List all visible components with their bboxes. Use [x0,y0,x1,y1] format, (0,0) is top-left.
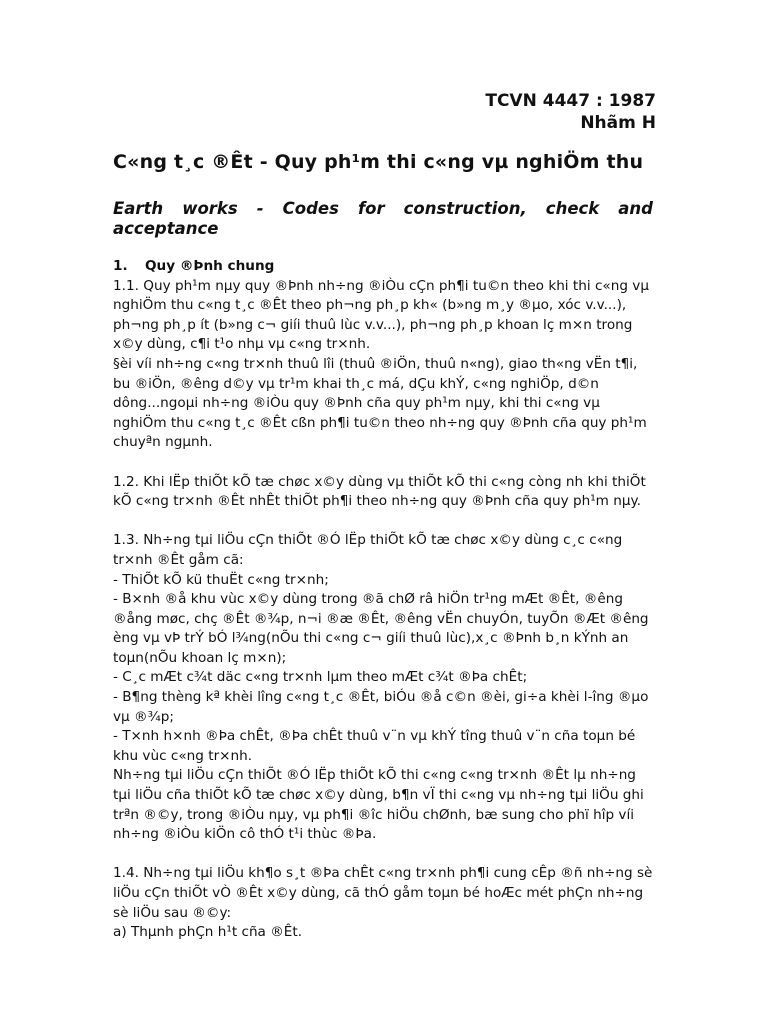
list-item: - ThiÕt kÕ kü thuËt c«ng tr×nh; [113,571,329,588]
paragraph-1-2: 1.2. Khi lËp thiÕt kÕ tæ chøc x©y dùng vµ thiÕt kÕ thi c«ng còng nh khi thiÕt kÕ c«ng tr×nh ®Êt nhÊt thiÕt ph¶i theo nh÷ng quy ®Þnh cña quy ph¹m nµy. [113,473,646,510]
paragraph-spacer [113,512,655,532]
paragraph-spacer [113,453,655,473]
paragraph-1-4-intro: 1.4. Nh÷ng tµi liÖu kh¶o s¸t ®Þa chÊt c«ng tr×nh ph¶i cung cÊp ®ñ nh÷ng sè liÖu cÇn thiÕt vÒ ®Êt x©y dùng, cã thÓ gåm toµn bé hoÆc mét phÇn nh÷ng sè liÖu sau ®©y: [113,865,653,921]
standard-group: Nhãm H [580,113,656,133]
document-body [113,257,655,943]
document-title-vietnamese: C«ng t¸c ®Êt - Quy ph¹m thi c«ng vµ nghiÖm thu [113,151,644,173]
standard-header [485,90,656,134]
section-heading [113,257,655,277]
paragraph-1-3-outro: Nh÷ng tµi liÖu cÇn thiÕt ®Ó lËp thiÕt kÕ thi c«ng c«ng tr×nh ®Êt lµ nh÷ng tµi liÖu cña thiÕt kÕ tæ chøc x©y dùng, b¶n vÏ thi c«ng vµ nh÷ng tµi liÖu ghi trªn ®©y, trong ®iÒu nµy, vµ ph¶i ®îc hiÖu chØnh, bæ sung cho phï hîp víi nh÷ng ®iÒu kiÖn cô thÓ t¹i thùc ®Þa. [113,767,644,843]
list-item: - B×nh ®å khu vùc x©y dùng trong ®ã chØ râ hiÖn tr¹ng mÆt ®Êt, ®êng ®ång møc, chç ®Êt ®¾p, n¬i ®æ ®Êt, ®êng vËn chuyÓn, tuyÕn ®Æt ®êng èng vµ vÞ trÝ bÓ l¾ng(nÕu thi c«ng c¬ giíi thuû lùc),x¸c ®Þnh b¸n kÝnh an toµn(nÕu khoan lç m×n); [113,591,649,666]
list-item: a) Thµnh phÇn h¹t cña ®Êt. [113,924,303,941]
list-item: - B¶ng thèng kª khèi lîng c«ng t¸c ®Êt, biÓu ®å c©n ®èi, gi÷a khèi l-îng ®µo vµ ®¾p; [113,689,649,725]
paragraph-spacer [113,845,655,865]
section-number: 1. [113,258,128,274]
paragraph-1-1-continued: §èi víi nh÷ng c«ng tr×nh thuû lîi (thuû ®iÖn, thuû n«ng), giao th«ng vËn t¶i, bu ®iÖn, ®êng d©y vµ tr¹m khai th¸c má, dÇu khÝ, c«ng nghiÖp, d©n dông...ngoµi nh÷ng ®iÒu quy ®Þnh cña quy ph¹m nµy, khi thi c«ng vµ nghiÖm thu c«ng t¸c ®Êt cßn ph¶i tu©n theo nh÷ng quy ®Þnh cña quy ph¹m chuyªn ngµnh. [113,355,647,451]
list-item: - T×nh h×nh ®Þa chÊt, ®Þa chÊt thuû v¨n vµ khÝ tîng thuû v¨n cña toµn bé khu vùc c«ng tr×nh. [113,728,636,764]
document-title-english: Earth works - Codes for construction, check and acceptance [113,199,653,238]
standard-code: TCVN 4447 : 1987 [485,91,656,111]
section-title: Quy ®Þnh chung [145,258,275,274]
paragraph-1-3-intro: 1.3. Nh÷ng tµi liÖu cÇn thiÕt ®Ó lËp thiÕt kÕ tæ chøc x©y dùng c¸c c«ng tr×nh ®Êt gåm cã: [113,532,623,568]
paragraph-1-1: 1.1. Quy ph¹m nµy quy ®Þnh nh÷ng ®iÒu cÇn ph¶i tu©n theo khi thi c«ng vµ nghiÖm thu c«ng t¸c ®Êt theo ph¬ng ph¸p kh« (b»ng m¸y ®µo, xóc v.v...), ph¬ng ph¸p ít (b»ng c¬ giíi thuû lùc v.v...), ph¬ng ph¸p khoan lç m×n trong x©y dùng, c¶i t¹o nhµ vµ c«ng tr×nh. [113,277,649,353]
list-item: - C¸c mÆt c¾t däc c«ng tr×nh lµm theo mÆt c¾t ®Þa chÊt; [113,669,528,686]
